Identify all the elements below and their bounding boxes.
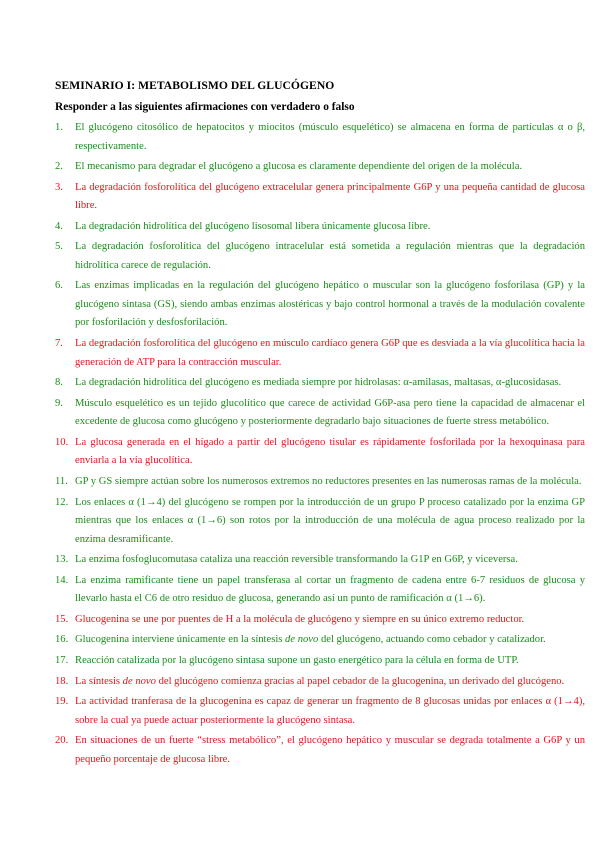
item-text: La glucosa generada en el hígado a partir del glucógeno tisular es rápidamente fosforilada por la hexoquinasa para enviarla a la vía glucolítica. xyxy=(75,436,585,467)
item-number: 10. xyxy=(55,436,69,448)
item-number: 1. xyxy=(55,122,63,133)
item-number: 7. xyxy=(55,338,63,350)
item-number: 14. xyxy=(55,574,69,586)
item-text: El glucógeno citosólico de hepatocitos y miocitos (músculo esquelético) se almacena en forma de partículas α o β, respectivamente. xyxy=(75,122,585,152)
item-text-pre: Glucogenina interviene únicamente en la síntesis xyxy=(75,634,286,646)
item-text: La degradación fosforolítica del glucógeno en músculo cardíaco genera G6P que es desviada a la vía glucolítica hacia la generación de ATP para la contracción muscular. xyxy=(75,338,585,368)
item-text: La degradación fosforolítica del glucógeno intracelular está sometida a regulación mientras que la degradación hidrolítica carece de regulación. xyxy=(75,241,585,271)
statement-item-5 xyxy=(0,238,585,275)
item-number: 20. xyxy=(55,735,69,747)
statement-item-11 xyxy=(0,473,585,492)
item-text: Reacción catalizada por la glucógeno sintasa supone un gasto energético para la célula en forma de UTP. xyxy=(75,655,519,666)
item-number: 5. xyxy=(55,241,63,253)
item-text: En situaciones de un fuerte “stress metabólico”, el glucógeno hepático y muscular se degrada totalmente a G6P y un pequeño porcentaje de glucosa libre. xyxy=(75,735,585,765)
statement-item-18 xyxy=(0,673,585,692)
statement-item-16 xyxy=(0,631,585,650)
item-number: 6. xyxy=(55,280,63,292)
item-number: 12. xyxy=(55,496,69,508)
item-number: 11. xyxy=(55,475,68,487)
statement-item-12 xyxy=(0,494,585,550)
item-text: La enzima ramificante tiene un papel transferasa al cortar un fragmento de cadena entre 6-7 residuos de glucosa y llevarlo hasta el C6 de otro residuo de glucosa, generando así un punto de ramificación α (1→6). xyxy=(75,574,585,605)
item-number: 15. xyxy=(55,613,69,625)
item-number: 17. xyxy=(55,655,69,666)
document-title: SEMINARIO I: METABOLISMO DEL GLUCÓGENO xyxy=(55,79,335,92)
statement-item-3 xyxy=(0,179,585,216)
item-text: La degradación hidrolítica del glucógeno lisosomal libera únicamente glucosa libre. xyxy=(75,220,431,232)
statement-item-19 xyxy=(0,693,585,730)
item-text: GP y GS siempre actúan sobre los numerosos extremos no reductores presentes en las numerosas ramas de la molécula. xyxy=(75,475,582,487)
item-text: La degradación fosforolítica del glucógeno extracelular genera principalmente G6P y una pequeña cantidad de glucosa libre. xyxy=(75,181,585,212)
item-text: Los enlaces α (1→4) del glucógeno se rompen por la introducción de un grupo P proceso catalizado por la enzima GP mientras que los enlaces α (1→6) son rotos por la introducción de una molécula de agua proceso realizado por la enzima desramificante. xyxy=(75,496,585,545)
statement-item-8 xyxy=(0,374,585,393)
item-number: 8. xyxy=(55,377,63,389)
statement-item-6 xyxy=(0,277,585,333)
statement-item-9 xyxy=(0,395,585,432)
item-text: La degradación hidrolítica del glucógeno es mediada siempre por hidrolasas: α-amilasas, maltasas, α-glucosidasas. xyxy=(75,377,562,389)
item-text: El mecanismo para degradar el glucógeno a glucosa es claramente dependiente del origen de la molécula. xyxy=(75,161,523,173)
item-text-post: del glucógeno, actuando como cebador y catalizador. xyxy=(318,634,546,646)
item-text: Glucogenina se une por puentes de H a la molécula de glucógeno y siempre en su único extremo reductor. xyxy=(75,613,525,625)
item-number: 19. xyxy=(55,696,69,708)
statement-item-17 xyxy=(0,652,585,671)
statement-item-7 xyxy=(0,335,585,372)
statement-item-1 xyxy=(0,119,585,156)
item-text-emphasis: de novo xyxy=(285,634,319,646)
item-text: La enzima fosfoglucomutasa cataliza una reacción reversible transformando la G1P en G6P, y viceversa. xyxy=(75,554,518,566)
statement-item-14 xyxy=(0,572,585,609)
item-number: 16. xyxy=(55,634,69,646)
item-text: La actividad tranferasa de la glucogenina es capaz de generar un fragmento de 8 glucosas unidas por enlaces α (1→4), sobre la cual ya puede actuar posteriormente la glucógeno sintasa. xyxy=(75,696,585,726)
item-text-emphasis: de novo xyxy=(122,675,156,687)
statement-item-15 xyxy=(0,611,585,630)
item-text-pre: La síntesis xyxy=(75,675,123,687)
item-number: 3. xyxy=(55,181,63,193)
item-number: 4. xyxy=(55,220,63,232)
instructions-heading: Responder a las siguientes afirmaciones con verdadero o falso xyxy=(55,101,355,113)
statement-item-4 xyxy=(0,218,585,237)
statement-list xyxy=(0,119,600,771)
item-number: 13. xyxy=(55,554,69,566)
statement-item-2 xyxy=(0,158,585,177)
item-text-post: del glucógeno comienza gracias al papel cebador de la glucogenina, un derivado del glucógeno. xyxy=(155,675,565,687)
item-text: Músculo esquelético es un tejido glucolítico que carece de actividad G6P-asa pero tiene la capacidad de almacenar el excedente de glucosa como glucógeno y posteriormente degradarlo bajo situaciones de fuerte stress metabólico. xyxy=(75,397,585,428)
item-number: 18. xyxy=(55,675,69,687)
item-text: Las enzimas implicadas en la regulación del glucógeno hepático o muscular son la glucógeno fosforilasa (GP) y la glucógeno sintasa (GS), siendo ambas enzimas alostéricas y bajo control hormonal a través de la modulación covalente por fosforilación y desfosforilación. xyxy=(75,280,585,329)
statement-item-10 xyxy=(0,434,585,471)
statement-item-13 xyxy=(0,551,585,570)
item-number: 9. xyxy=(55,397,63,409)
item-number: 2. xyxy=(55,161,63,173)
statement-item-20 xyxy=(0,732,585,769)
